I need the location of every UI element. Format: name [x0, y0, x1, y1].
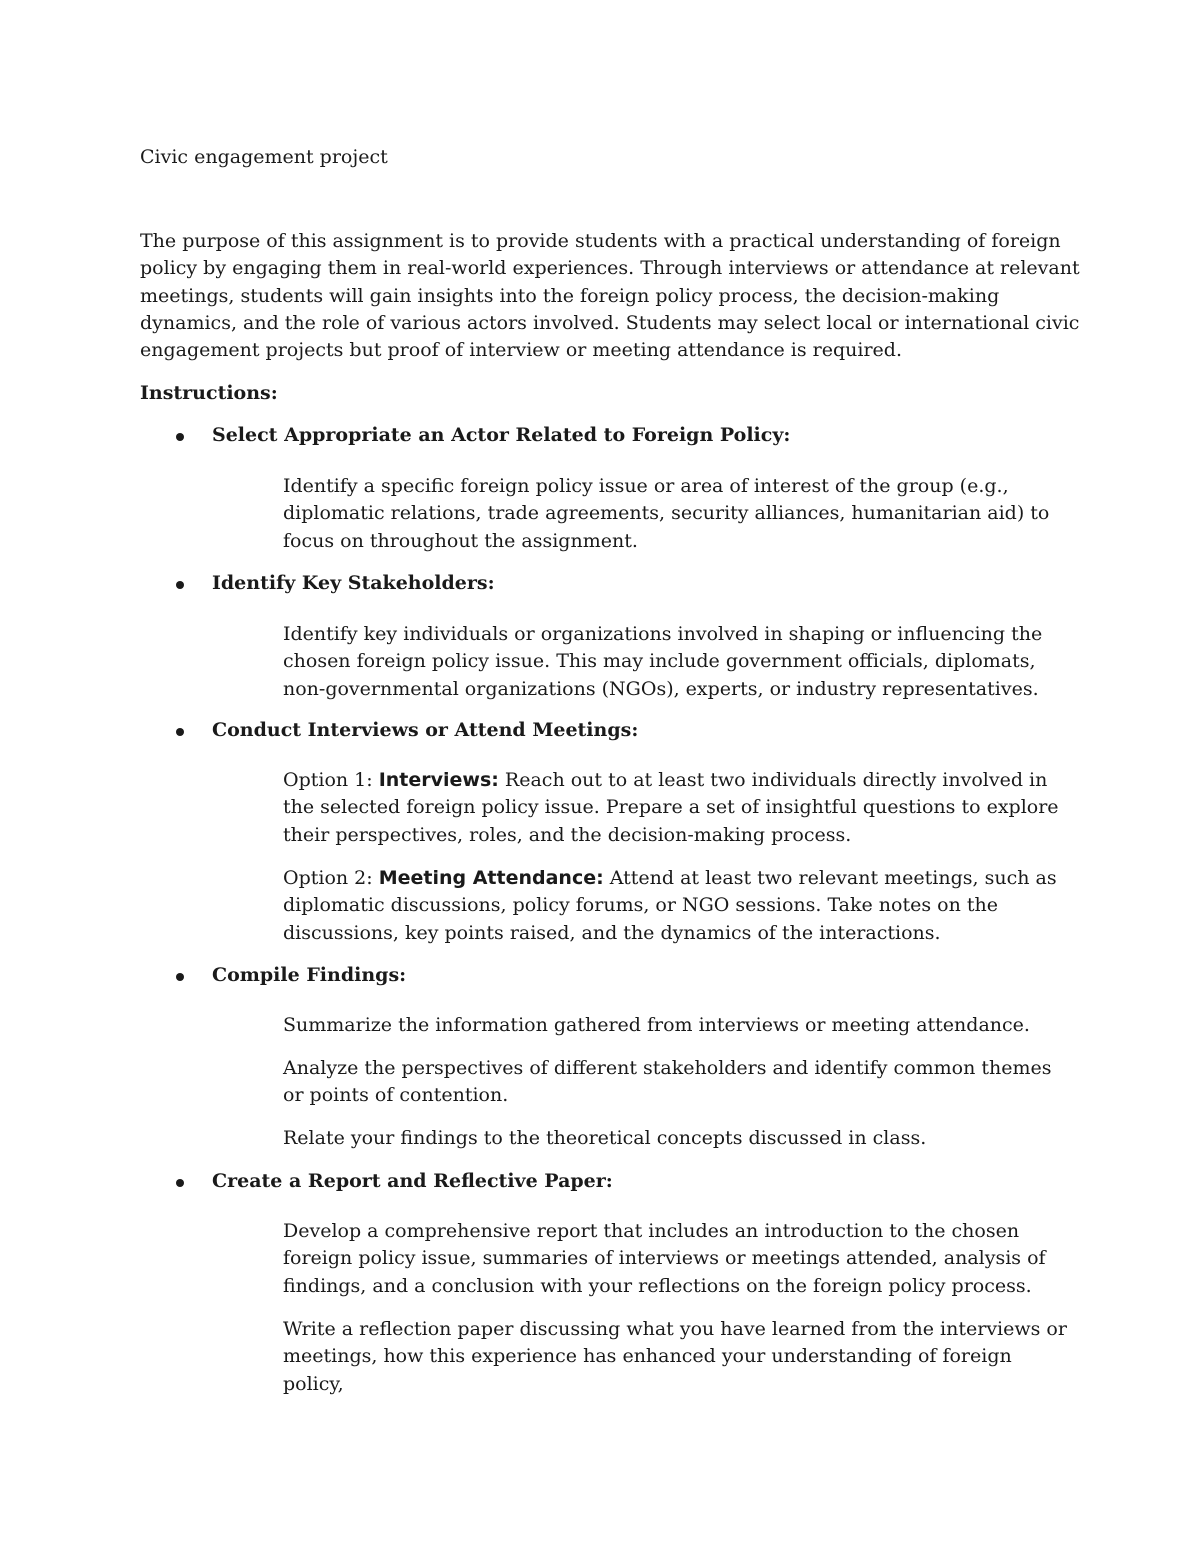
option-prefix: Option 2: — [283, 867, 379, 889]
bullet-icon — [176, 1179, 184, 1187]
section-paragraph: Analyze the perspectives of different stakeholders and identify common themes or points of contention. — [283, 1057, 1052, 1107]
option-paragraph-interviews — [283, 767, 1073, 849]
section-paragraph: Relate your findings to the theoretical concepts discussed in class. — [283, 1127, 927, 1149]
option-label: Interviews: — [378, 769, 499, 791]
section-heading-text: Select Appropriate an Actor Related to Foreign Policy: — [212, 424, 791, 446]
section-heading-text: Identify Key Stakeholders: — [212, 572, 495, 594]
bullet-icon — [176, 581, 184, 589]
section-paragraph: Identify a specific foreign policy issue or area of interest of the group (e.g., diplomatic relations, trade agreements, security alliances, humanitarian aid) to focus on throughout the assignment. — [283, 475, 1050, 552]
option-prefix: Option 1: — [283, 769, 379, 791]
section-paragraph: Write a reflection paper discussing what you have learned from the interviews or meetings, how this experience has enhanced your understanding of foreign policy, — [283, 1318, 1067, 1395]
section-heading-text: Create a Report and Reflective Paper: — [212, 1170, 613, 1192]
section-paragraph: Summarize the information gathered from interviews or meeting attendance. — [283, 1014, 1030, 1036]
section-paragraph: Identify key individuals or organizations involved in shaping or influencing the chosen foreign policy issue. This may include government officials, diplomats, non-governmental organizations (NGOs), experts, or industry representatives. — [283, 623, 1043, 700]
section-heading-text: Compile Findings: — [212, 964, 407, 986]
intro-paragraph: The purpose of this assignment is to provide students with a practical understanding of foreign policy by engaging them in real-world experiences. Through interviews or attendance at relevant meetings, students will gain insights into the foreign policy process, the decision-making dynamics, and the role of various actors involved. Students may select local or international civic engagement projects but proof of interview or meeting attendance is required. — [140, 230, 1080, 362]
section-paragraph: Develop a comprehensive report that includes an introduction to the chosen foreign policy issue, summaries of interviews or meetings attended, analysis of findings, and a conclusion with your reflections on the foreign policy process. — [283, 1220, 1046, 1297]
option-text: Attend at least two relevant meetings, such as diplomatic discussions, policy forums, or NGO sessions. Take notes on the discussions, key points raised, and the dynamics of the interactions. — [283, 867, 1057, 944]
option-text: Reach out to at least two individuals directly involved in the selected foreign policy issue. Prepare a set of insightful questions to explore their perspectives, roles, and the decision-making process. — [283, 769, 1059, 846]
option-label: Meeting Attendance: — [378, 867, 604, 889]
bullet-icon — [176, 973, 184, 981]
option-paragraph-meetings — [283, 865, 1073, 947]
bullet-icon — [176, 728, 184, 736]
document-title: Civic engagement project — [140, 146, 388, 168]
bullet-icon — [176, 433, 184, 441]
instructions-heading: Instructions: — [140, 382, 278, 404]
section-heading-text: Conduct Interviews or Attend Meetings: — [212, 719, 639, 741]
